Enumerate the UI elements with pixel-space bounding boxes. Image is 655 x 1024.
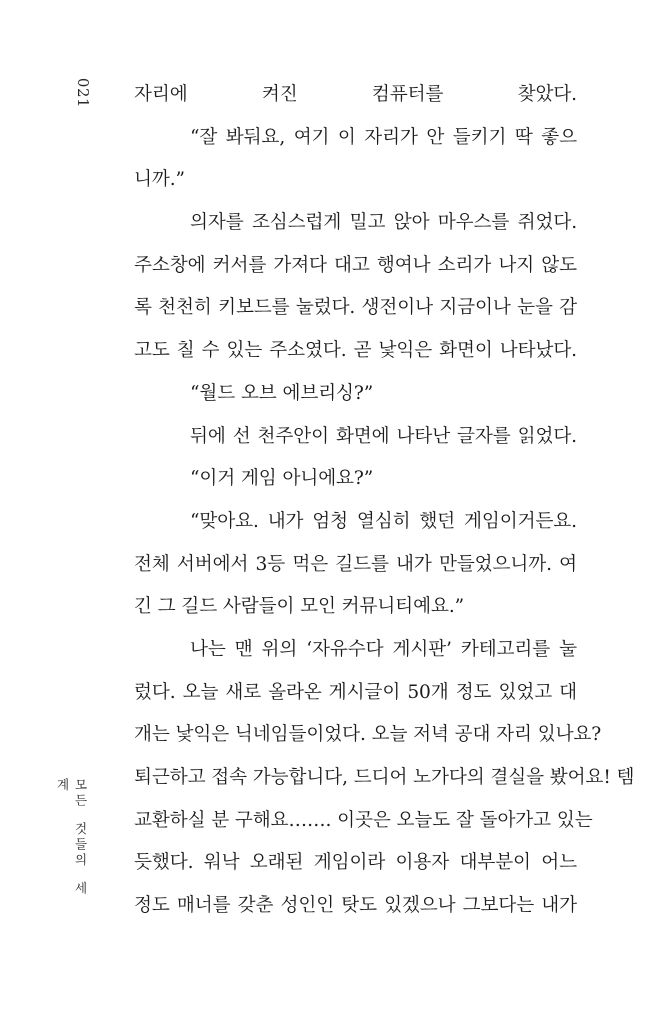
running-title: 모든 것들의 세계 bbox=[55, 778, 88, 897]
page-number: 021 bbox=[74, 77, 92, 109]
text-line: “맞아요. 내가 엄청 열심히 했던 게임이거든요. bbox=[190, 510, 577, 532]
text-line: 듯했다. 워낙 오래된 게임이라 이용자 대부분이 어느 bbox=[134, 852, 577, 874]
text-line: 주소창에 커서를 가져다 대고 행여나 소리가 나지 않도 bbox=[134, 254, 577, 276]
text-line: “이거 게임 아니에요?” bbox=[190, 468, 374, 490]
text-line: 긴 그 길드 사람들이 모인 커뮤니티예요.” bbox=[134, 596, 465, 618]
text-line: 니까.” bbox=[134, 169, 185, 191]
text-line: 록 천천히 키보드를 눌렀다. 생전이나 지금이나 눈을 감 bbox=[134, 297, 577, 319]
text-line: 정도 매너를 갖춘 성인인 탓도 있겠으나 그보다는 내가 bbox=[134, 895, 577, 917]
text-line: 자리에 켜진 컴퓨터를 찾았다. bbox=[134, 84, 577, 105]
text-line: 퇴근하고 접속 가능합니다, 드디어 노가다의 결실을 봤어요! 템 bbox=[134, 767, 635, 788]
text-line: 뒤에 선 천주안이 화면에 나타난 글자를 읽었다. bbox=[190, 425, 577, 447]
text-line: 나는 맨 위의 ‘자유수다 게시판’ 카테고리를 눌 bbox=[190, 638, 577, 660]
text-line: 의자를 조심스럽게 밀고 앉아 마우스를 쥐었다. bbox=[190, 212, 577, 234]
text-line: 교환하실 분 구해요……. 이곳은 오늘도 잘 돌아가고 있는 bbox=[134, 809, 593, 831]
text-line: 개는 낯익은 닉네임들이었다. 오늘 저녁 공대 자리 있나요? bbox=[134, 724, 602, 746]
text-line: 렀다. 오늘 새로 올라온 게시글이 50개 정도 있었고 대 bbox=[134, 681, 577, 703]
text-line: 고도 칠 수 있는 주소였다. 곧 낯익은 화면이 나타났다. bbox=[134, 340, 577, 362]
body-text bbox=[134, 74, 635, 934]
text-line: “월드 오브 에브리싱?” bbox=[190, 382, 374, 404]
text-line: 전체 서버에서 3등 먹은 길드를 내가 만들었으니까. 여 bbox=[134, 553, 577, 575]
text-line: “잘 봐둬요, 여기 이 자리가 안 들키기 딱 좋으 bbox=[190, 126, 577, 148]
